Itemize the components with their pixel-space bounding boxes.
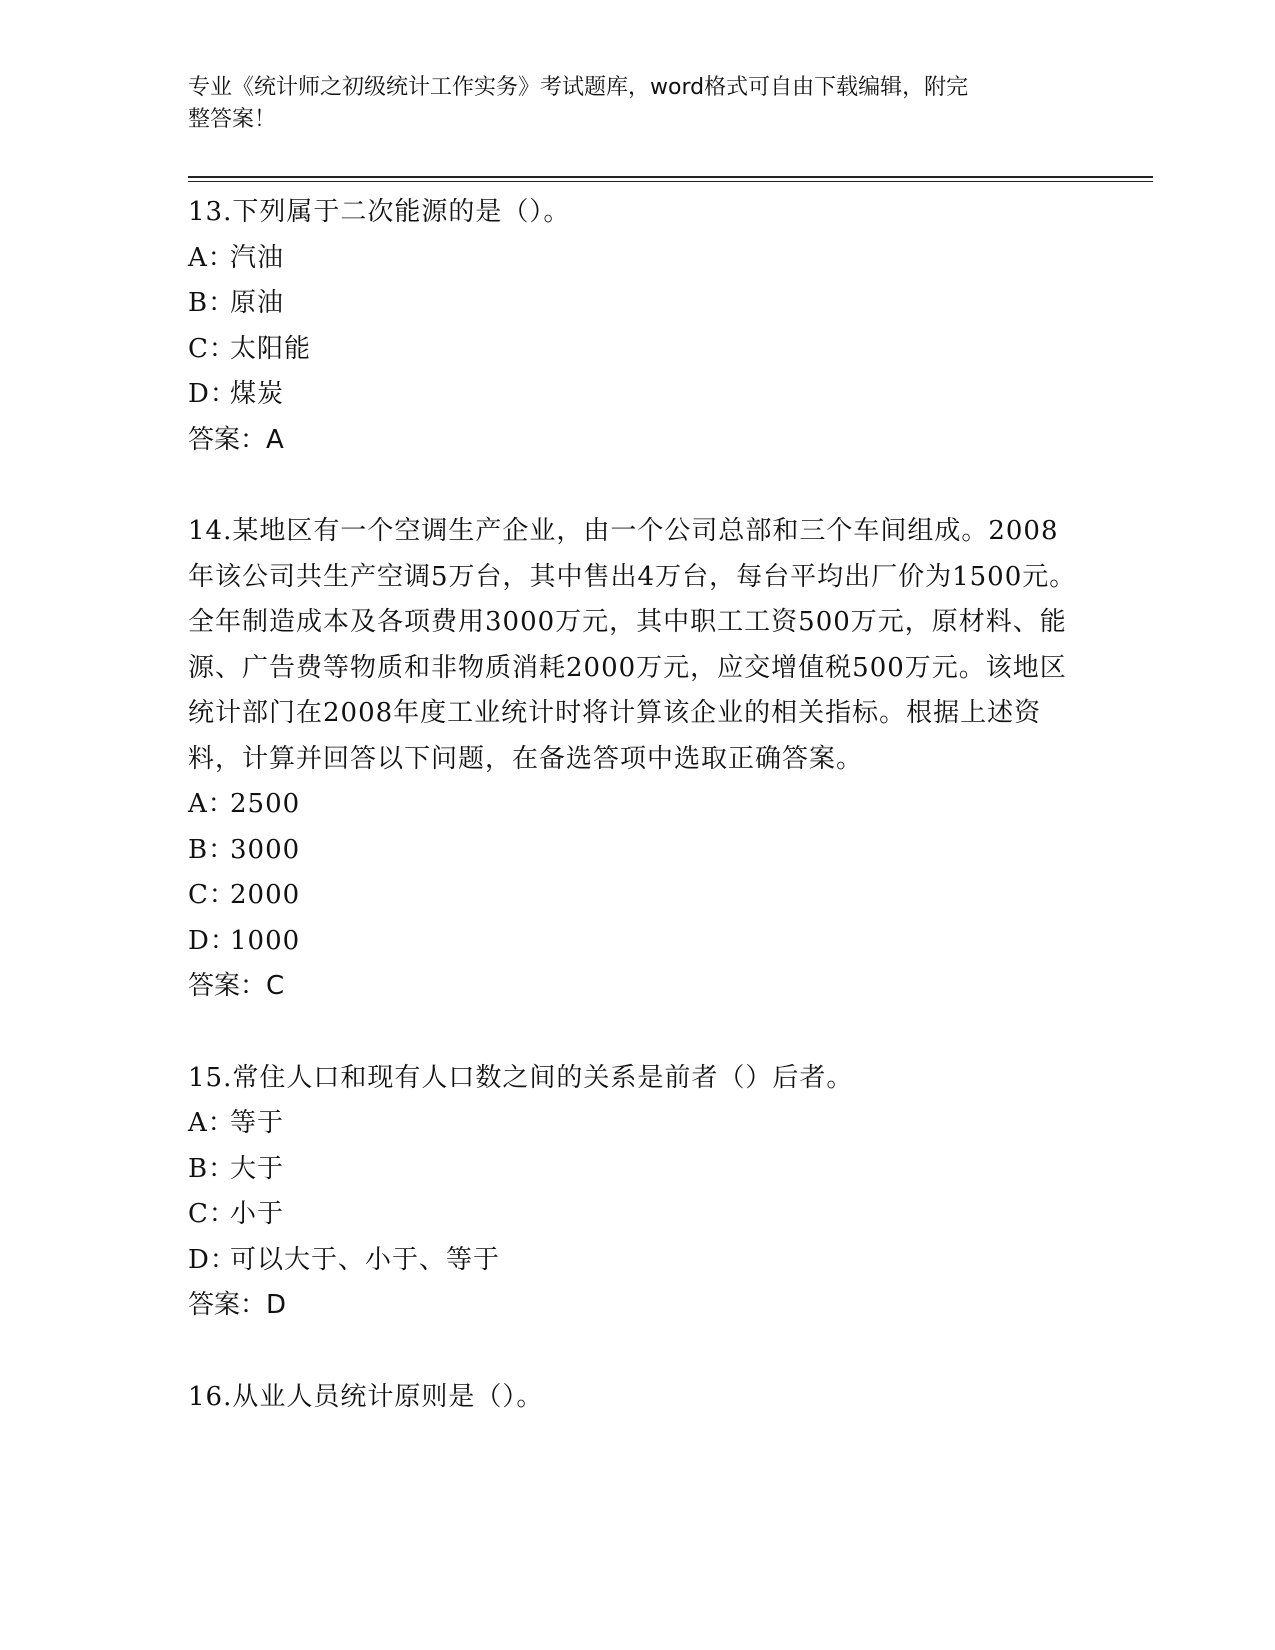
option-c: C： 小于 [188,1199,285,1229]
option-a: A： 汽油 [188,242,285,273]
question-stem: 13.下列属于二次能源的是（）。 [188,197,571,227]
question-15 [188,1056,1078,1329]
option-b: B： 3000 [188,834,301,865]
header-divider-thin [188,181,1153,182]
option-d: D： 煤炭 [188,379,285,409]
option-b: B： 原油 [188,288,285,318]
option-a: A： 等于 [188,1108,285,1138]
option-b: B： 大于 [188,1153,285,1184]
question-stem: 15.常住人口和现有人口数之间的关系是前者（）后者。 [188,1062,854,1093]
question-16 [188,1375,1078,1421]
answer: 答案：A [188,424,284,455]
option-c: C： 2000 [188,880,301,910]
answer: 答案：D [188,1290,287,1320]
document-header [188,72,1068,136]
option-d: D： 1000 [188,925,301,956]
header-divider [188,176,1153,178]
question-14 [188,509,1078,1010]
header-line-2: 整答案！ [188,107,277,132]
header-line-1: 专业《统计师之初级统计工作实务》考试题库，word格式可自由下载编辑，附完 [188,75,969,100]
answer: 答案：C [188,971,285,1001]
question-stem: 16.从业人员统计原则是（）。 [188,1381,544,1412]
option-a: A： 2500 [188,789,301,819]
question-list [188,190,1078,1466]
question-stem: 14.某地区有一个空调生产企业，由一个公司总部和三个车间组成。2008年该公司共生产空调5万台，其中售出4万台，每台平均出厂价为1500元。全年制造成本及各项费用3000万元，其中职工工资500万元，原材料、能源、广告费等物质和非物质消耗2000万元，应交增值税500万元。该地区统计部门在2008年度工业统计时将计算该企业的相关指标。根据上述资料，计算并回答以下问题，在备选答项中选取正确答案。 [188,516,1077,774]
option-d: D： 可以大于、小于、等于 [188,1244,501,1275]
question-13 [188,190,1078,463]
option-c: C： 太阳能 [188,333,312,364]
